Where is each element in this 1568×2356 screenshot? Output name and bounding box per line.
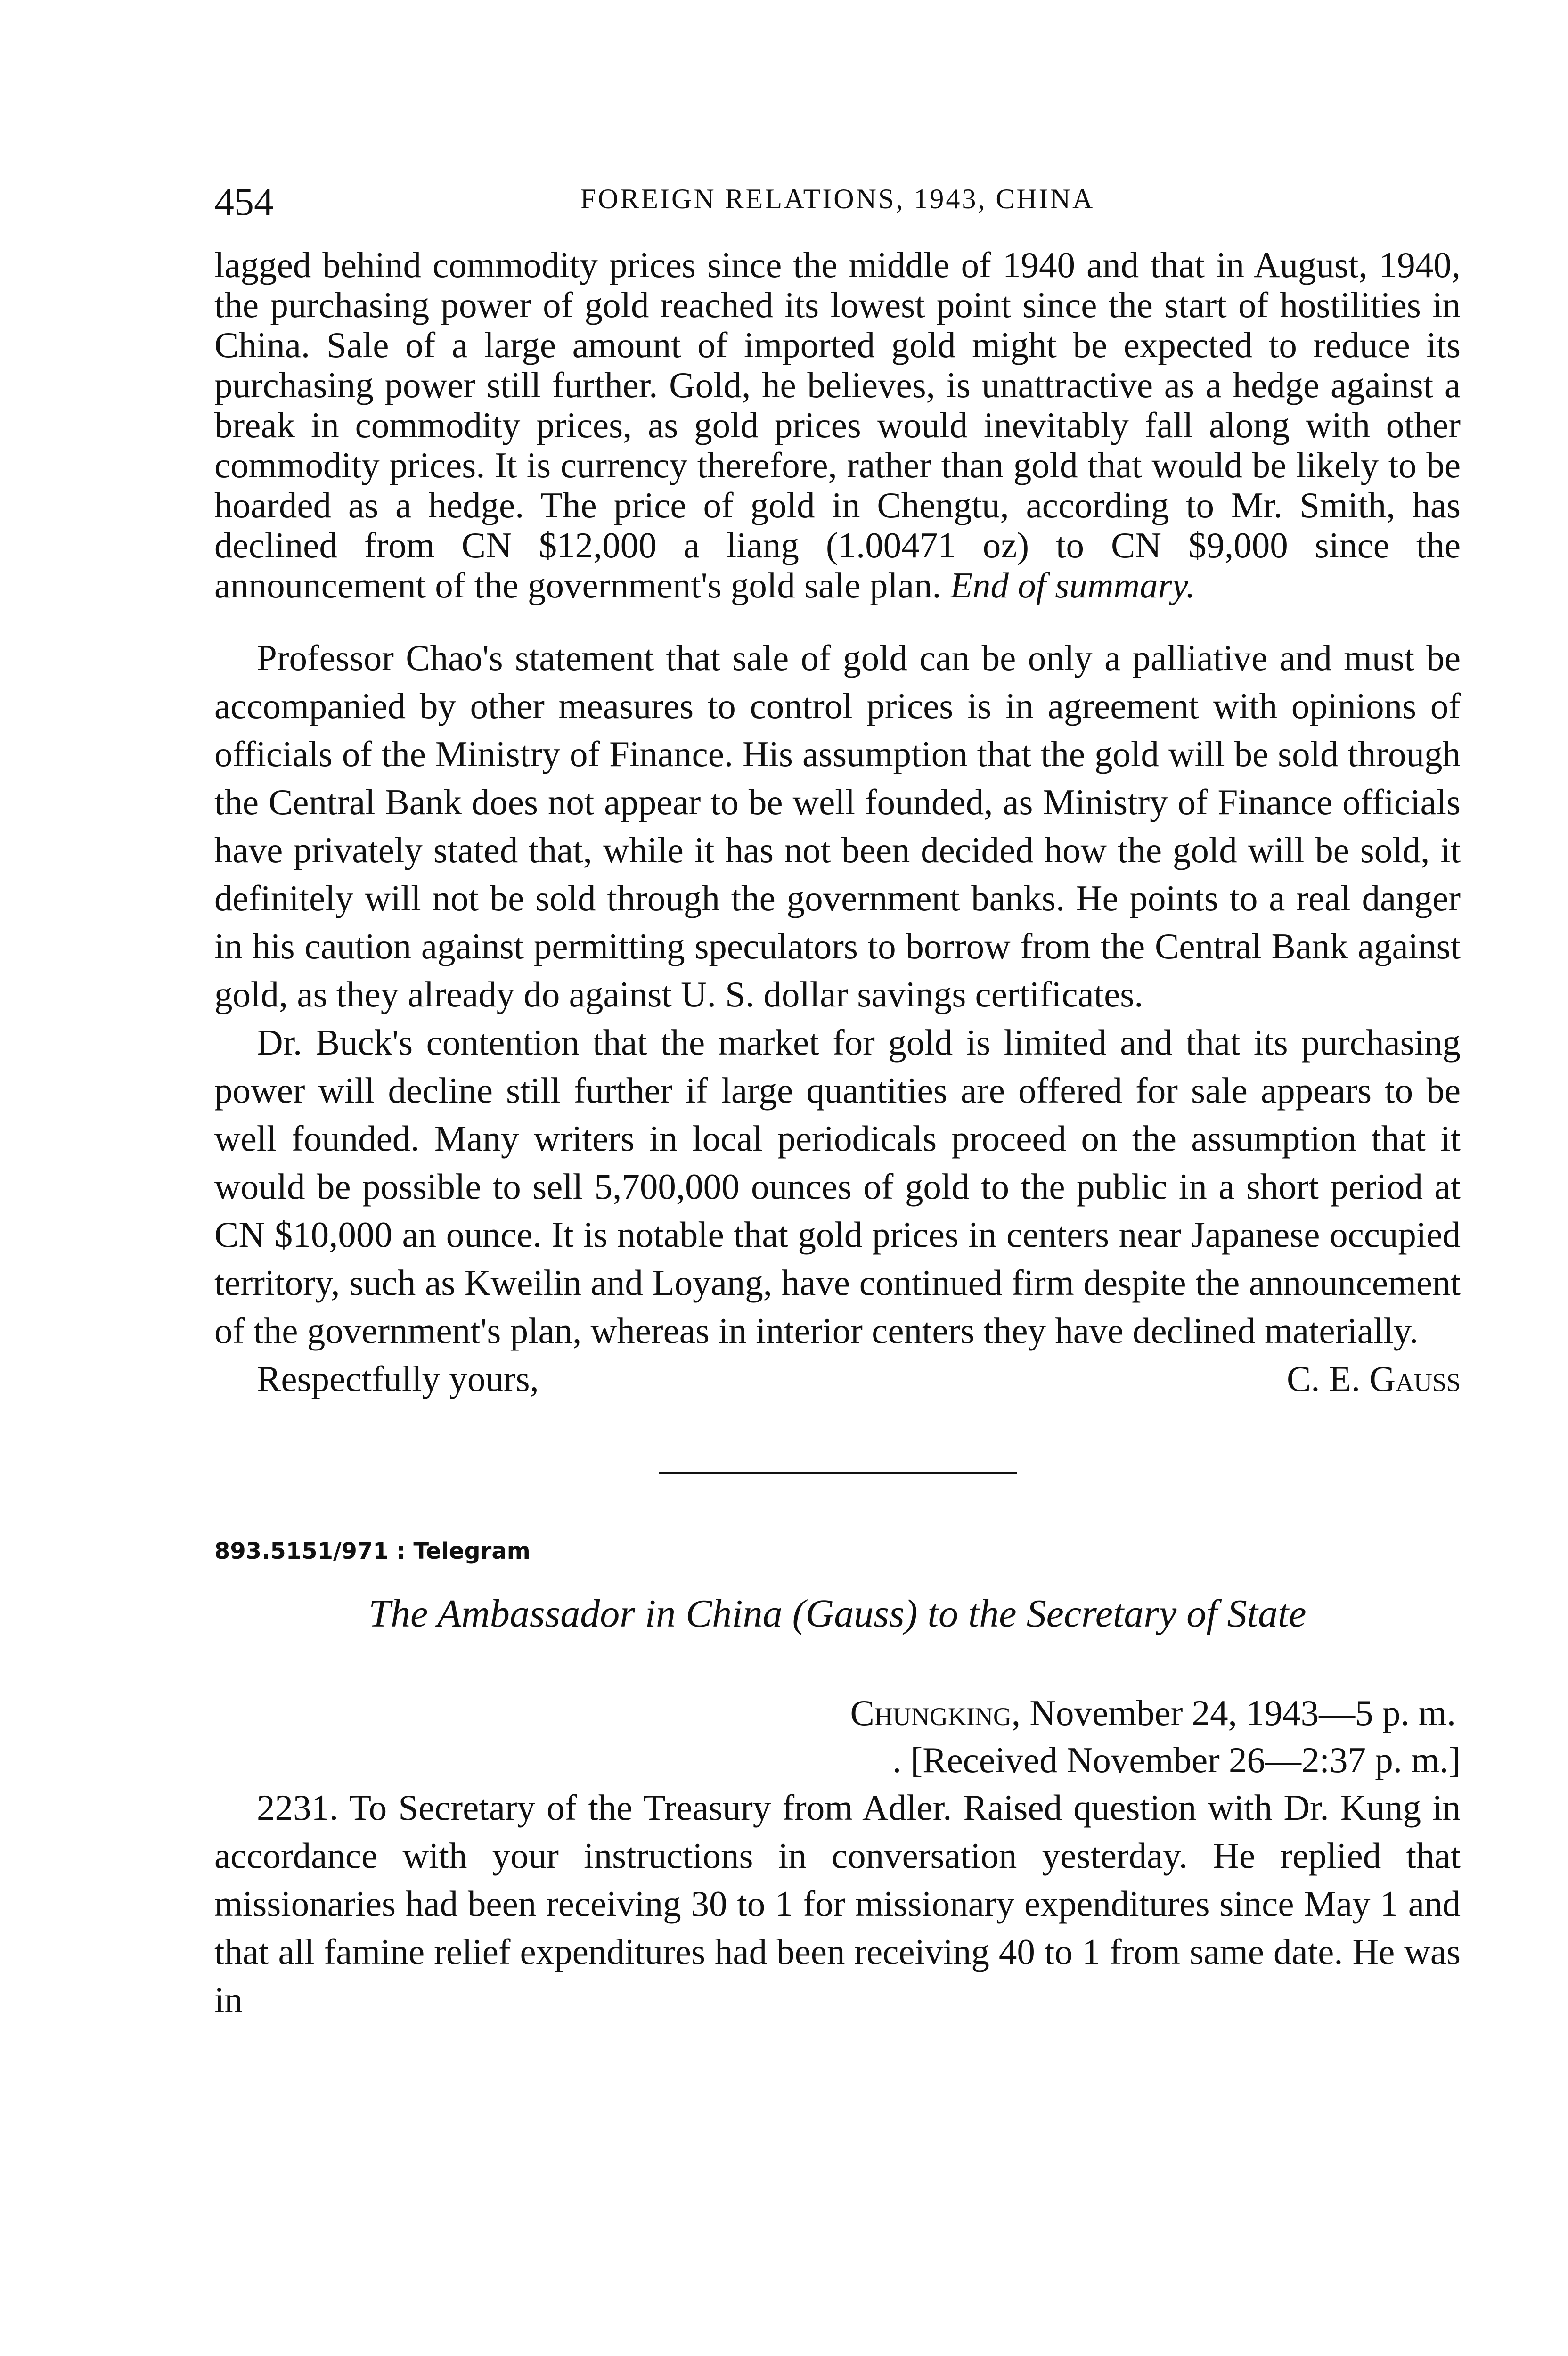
running-head — [214, 179, 1461, 236]
telegram-title: The Ambassador in China (Gauss) to the Secretary of State — [368, 1592, 1307, 1636]
dateline-date: November 24, 1943—5 p. m. — [1021, 1693, 1456, 1733]
end-of-summary-note: End of summary. — [950, 565, 1195, 605]
file-reference: 893.5151/971 : Telegram — [214, 1538, 531, 1564]
summary-text: lagged behind commodity prices since the middle of 1940 and that in August, 1940, the purchasing power of gold reached its lowest point since the start of hostilities in China. Sale of a large amount of imported gold might be expected to reduce its purchasing power still further. Gold, he believes, is unattractive as a hedge against a break in commodity prices, as gold prices would inevitably fall along with other commodity prices. It is currency therefore, rather than gold that would be likely to be hoarded as a hedge. The price of gold in Chengtu, according to Mr. Smith, has declined from CN $12,000 a liang (1.00471 oz) to CN $9,000 since the announcement of the government's gold sale plan. — [214, 245, 1461, 605]
document-page — [214, 179, 1461, 2024]
section-divider — [659, 1472, 1017, 1474]
summary-paragraph — [214, 245, 1461, 605]
page-number: 454 — [214, 180, 274, 224]
dateline — [214, 1689, 1461, 1736]
signature: C. E. Gauss — [1286, 1358, 1461, 1399]
dateline-place: Chungking, — [850, 1693, 1021, 1733]
buck-paragraph: Dr. Buck's contention that the market for gold is limited and that its purchasing power will decline still further if large quantities are offered for sale appears to be well founded. Many writers in local periodicals proceed on the assumption that it would be possible to sell 5,700,000 ounces of gold to the public in a short period at CN $10,000 an ounce. It is notable that gold prices in centers near Japanese occupied territory, such as Kweilin and Loyang, have continued firm despite the announcement of the government's plan, whereas in interior centers they have declined materially. — [214, 1022, 1461, 1351]
running-head-title: FOREIGN RELATIONS, 1943, CHINA — [580, 183, 1095, 214]
received-line: . [Received November 26—2:37 p. m.] — [892, 1740, 1461, 1780]
salutation: Respectfully yours, — [257, 1358, 539, 1399]
telegram-body: 2231. To Secretary of the Treasury from Adler. Raised question with Dr. Kung in accordance with your instructions in conversation yesterday. He replied that missionaries had been receiving 30 to 1 for missionary expenditures since May 1 and that all famine relief expenditures had been receiving 40 to 1 from same date. He was in — [214, 1787, 1461, 2020]
chao-paragraph: Professor Chao's statement that sale of gold can be only a palliative and must be accompanied by other measures to control prices is in agreement with opinions of officials of the Ministry of Finance. His assumption that the gold will be sold through the Central Bank does not appear to be well founded, as Ministry of Finance officials have privately stated that, while it has not been decided how the gold will be sold, it definitely will not be sold through the government banks. He points to a real danger in his caution against permitting speculators to borrow from the Central Bank against gold, as they already do against U. S. dollar savings certificates. — [214, 638, 1461, 1014]
letter-closing — [214, 1355, 1461, 1407]
